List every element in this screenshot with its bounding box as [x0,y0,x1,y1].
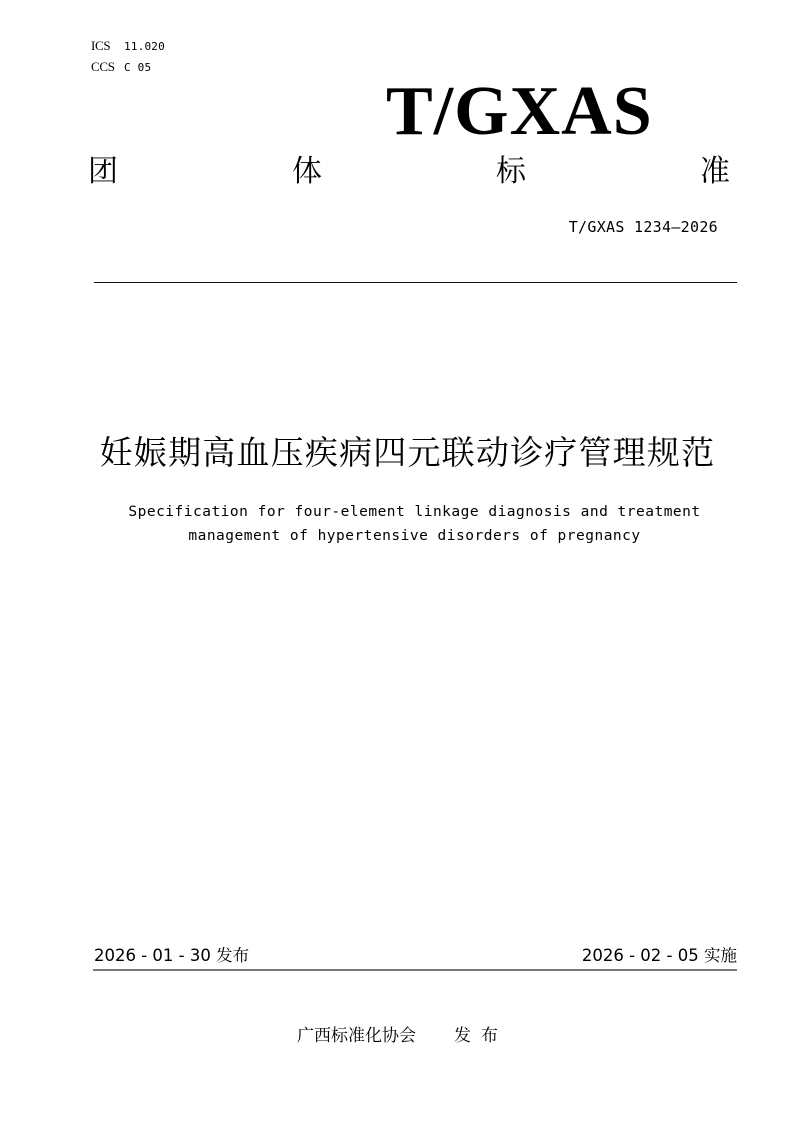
document-number: T/GXAS 1234—2026 [568,218,718,236]
publisher-name: 广西标准化协会 [297,1026,416,1046]
top-divider [94,282,737,283]
standard-type-char: 准 [700,154,730,189]
standard-type-char: 体 [292,154,322,189]
title-chinese: 妊娠期高血压疾病四元联动诊疗管理规范 [99,433,716,472]
ics-classification [91,38,165,54]
publisher-line [297,1024,508,1048]
ccs-value: C 05 [124,61,152,74]
publish-date: 2026 - 01 - 30 发布 [94,946,250,965]
implement-date: 2026 - 02 - 05 实施 [581,946,737,965]
publisher-action: 发布 [454,1026,508,1046]
ccs-classification [91,59,151,75]
date-row [94,944,737,968]
bottom-divider [93,969,737,971]
org-code-logo: T/GXAS [386,73,653,150]
standard-type-heading [88,152,730,192]
ics-value: 11.020 [124,40,165,53]
title-english-line-1: Specification for four-element linkage diagnosis and treatment [128,504,701,520]
ccs-label: CCS [91,59,115,74]
ics-label: ICS [91,38,111,53]
title-english-line-2: management of hypertensive disorders of pregnancy [188,528,641,544]
standard-type-char: 团 [88,154,118,189]
standard-type-char: 标 [496,154,526,189]
